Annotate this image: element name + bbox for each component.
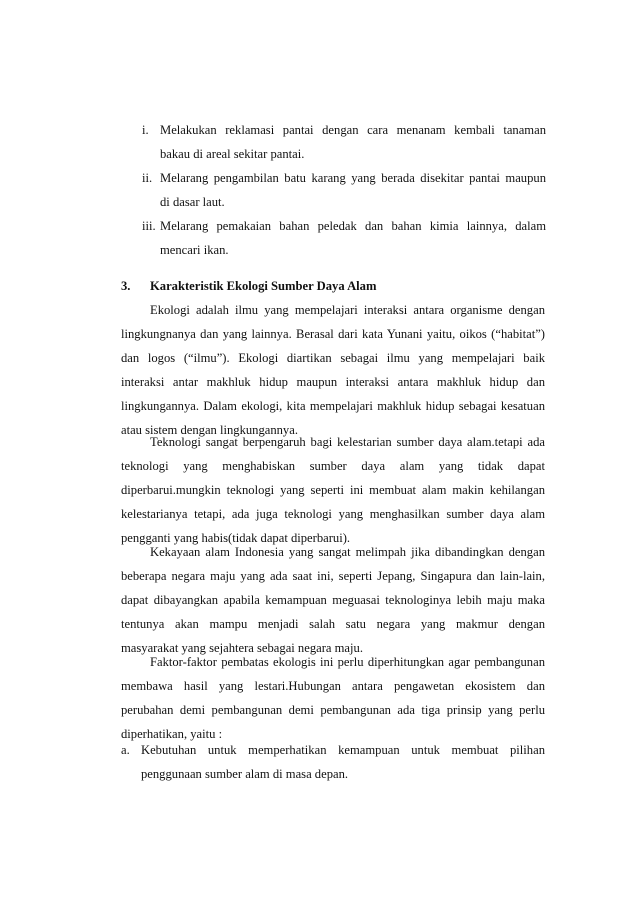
paragraph-line: Ekologi adalah ilmu yang mempelajari interaksi antara organisme dengan (150, 303, 545, 317)
paragraph (121, 430, 545, 550)
paragraph-line: teknologi yang menghabiskan sumber daya alam yang tidak dapat (121, 459, 545, 473)
paragraph-line: Faktor-faktor pembatas ekologis ini perlu diperhitungkan agar pembangunan (150, 655, 545, 669)
paragraph-line: Kekayaan alam Indonesia yang sangat melimpah jika dibandingkan dengan (150, 545, 545, 559)
list-item (121, 738, 545, 786)
section-number: 3. (121, 279, 131, 293)
list-marker: ii. (142, 171, 153, 185)
section-title: Karakteristik Ekologi Sumber Daya Alam (150, 279, 377, 293)
list-item-text: Melakukan reklamasi pantai dengan cara menanam kembali tanaman (160, 123, 546, 137)
paragraph-line: interaksi antar makhluk hidup maupun interaksi antara makhluk hidup dan (121, 375, 545, 389)
paragraph-line: kelestarianya tetapi, ada juga teknologi yang menghasilkan sumber daya alam (121, 507, 545, 521)
list-marker: iii. (142, 219, 156, 233)
list-item (142, 214, 546, 262)
paragraph-line: diperhatikan, yaitu : (121, 727, 223, 741)
list-item-text: Melarang pengambilan batu karang yang berada disekitar pantai maupun (160, 171, 546, 185)
paragraph-line: membawa hasil yang lestari.Hubungan antara pengawetan ekosistem dan (121, 679, 545, 693)
paragraph-line: atau sistem dengan lingkungannya. (121, 423, 298, 437)
paragraph-line: perubahan demi pembangunan demi pembangunan ada tiga prinsip yang perlu (121, 703, 545, 717)
paragraph-line: diperbarui.mungkin teknologi yang seperti ini membuat alam makin kehilangan (121, 483, 545, 497)
paragraph-line: lingkungannya. Dalam ekologi, kita mempelajari makhluk hidup sebagai kesatuan (121, 399, 545, 413)
list-item-text: bakau di areal sekitar pantai. (160, 147, 305, 161)
section-heading (121, 274, 545, 298)
list-item-text: Kebutuhan untuk memperhatikan kemampuan untuk membuat pilihan (141, 743, 545, 757)
paragraph-line: Teknologi sangat berpengaruh bagi kelestarian sumber daya alam.tetapi ada (150, 435, 545, 449)
paragraph (121, 298, 545, 442)
paragraph-line: masyarakat yang sejahtera sebagai negara maju. (121, 641, 363, 655)
paragraph (121, 540, 545, 660)
paragraph-line: tentunya akan mampu menjadi salah satu negara yang makmur dengan (121, 617, 545, 631)
list-item-text: penggunaan sumber alam di masa depan. (141, 767, 349, 781)
list-marker: a. (121, 743, 130, 757)
list-item-text: mencari ikan. (160, 243, 229, 257)
list-item (142, 118, 546, 166)
paragraph-line: dapat dibayangkan apabila kemampuan meguasai teknologinya lebih maju maka (121, 593, 545, 607)
paragraph (121, 650, 545, 746)
paragraph-line: lingkungnanya dan yang lainnya. Berasal dari kata Yunani yaitu, oikos (“habitat”) (121, 327, 545, 341)
list-item-text: Melarang pemakaian bahan peledak dan bahan kimia lainnya, dalam (160, 219, 546, 233)
paragraph-line: dan logos (“ilmu”). Ekologi diartikan sebagai ilmu yang mempelajari baik (121, 351, 545, 365)
paragraph-line: pengganti yang habis(tidak dapat diperbarui). (121, 531, 351, 545)
list-item (142, 166, 546, 214)
list-marker: i. (142, 123, 149, 137)
paragraph-line: beberapa negara maju yang ada saat ini, seperti Jepang, Singapura dan lain-lain, (121, 569, 545, 583)
list-item-text: di dasar laut. (160, 195, 225, 209)
